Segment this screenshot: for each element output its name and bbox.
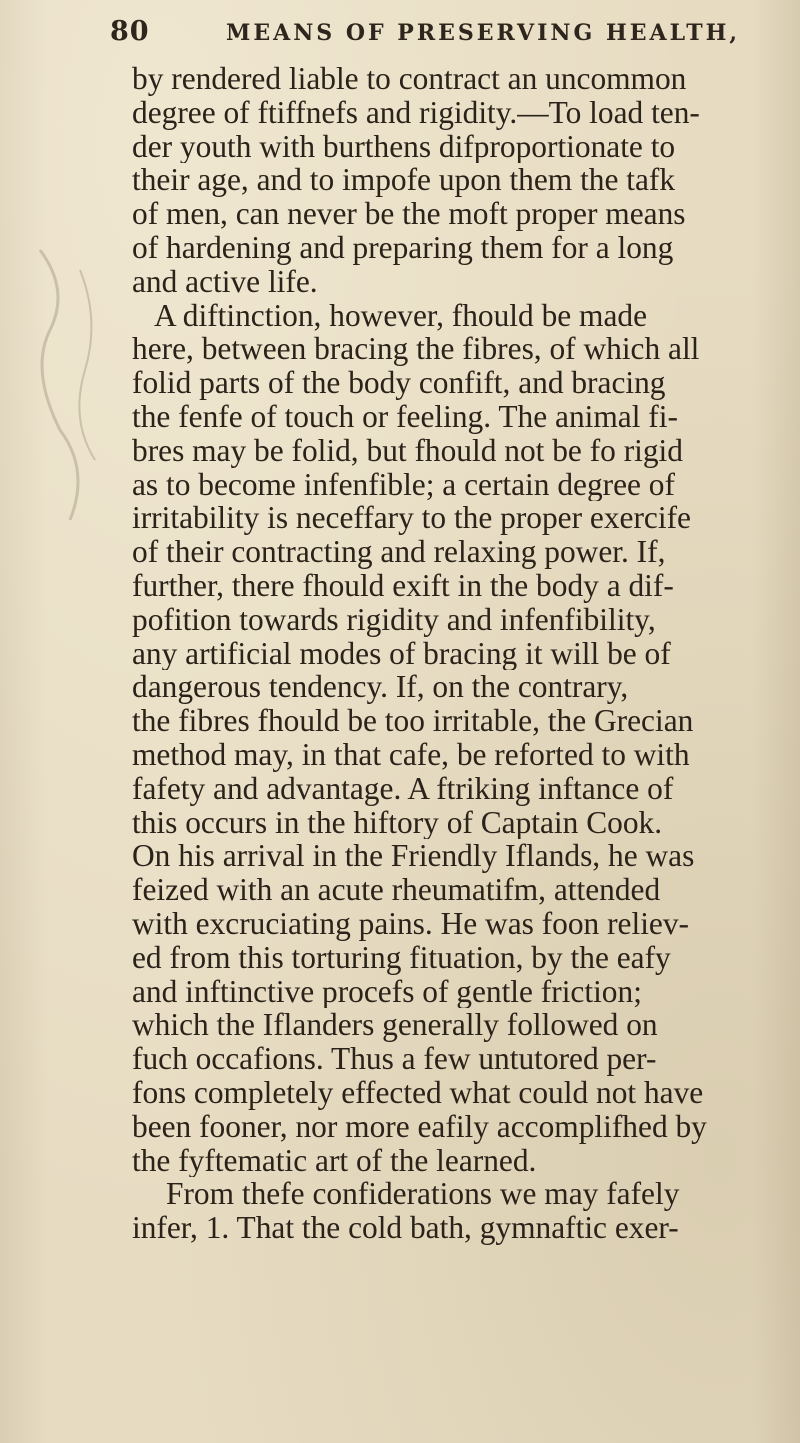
text-line: pofition towards rigidity and infenfibility, [132,602,656,637]
text-line: by rendered liable to contract an uncommon [132,62,687,96]
text-line: of men, can never be the moft proper means [132,197,686,231]
text-line: as to become infenfible; a certain degree of [132,467,675,502]
text-line: dangerous tendency. If, on the contrary, [132,670,629,705]
text-line: this occurs in the hiftory of Captain Cook. [132,805,663,840]
text-line: fons completely effected what could not have [132,1075,704,1110]
text-line: der youth with burthens difproportionate to [132,129,676,164]
text-line: A diftinction, however, fhould be made [154,298,648,333]
text-line: fuch occafions. Thus a few untutored per- [132,1042,657,1076]
text-line: the fibres fhould be too irritable, the Grecian [132,704,694,738]
text-line: of their contracting and relaxing power. If, [132,535,666,569]
text-line: the fyftematic art of the learned. [132,1143,537,1178]
text-line: here, between bracing the fibres, of which all [132,332,700,367]
ink-bleed-stain [30,230,120,530]
text-line: ed from this torturing fituation, by the eafy [132,940,671,975]
text-line: with excruciating pains. He was foon reliev- [132,906,689,941]
text-line: their age, and to impofe upon them the tafk [132,163,676,198]
running-head: MEANS OF PRESERVING HEALTH, [226,20,741,46]
text-line: and inftinctive procefs of gentle friction; [132,974,642,1009]
text-line: method may, in that cafe, be reforted to with [132,737,690,772]
page-header [110,16,750,56]
text-line: On his arrival in the Friendly Iflands, he was [132,839,695,874]
text-line: bres may be folid, but fhould not be fo rigid [132,433,683,468]
text-line: irritability is neceffary to the proper exercife [132,501,691,536]
body-text [132,62,772,1245]
text-line: degree of ftiffnefs and rigidity.—To load ten- [132,95,700,130]
text-line: been fooner, nor more eafily accomplifhed by [132,1109,707,1144]
text-line: fafety and advantage. A ftriking inftance of [132,771,674,806]
text-line: of hardening and preparing them for a long [132,230,674,265]
text-line: From thefe confiderations we may fafely [166,1177,680,1212]
page-number: 80 [110,16,150,47]
text-line: any artificial modes of bracing it will be of [132,636,671,671]
text-line: further, there fhould exift in the body a dif- [132,568,674,603]
text-line: which the Iflanders generally followed on [132,1008,658,1043]
text-line: the fenfe of touch or feeling. The animal fi- [132,399,678,434]
text-line: and active life. [132,264,318,299]
text-line: feized with an acute rheumatifm, attended [132,873,661,907]
text-line: folid parts of the body confift, and bracing [132,366,666,400]
text-line: infer, 1. That the cold bath, gymnaftic exer- [132,1211,679,1245]
